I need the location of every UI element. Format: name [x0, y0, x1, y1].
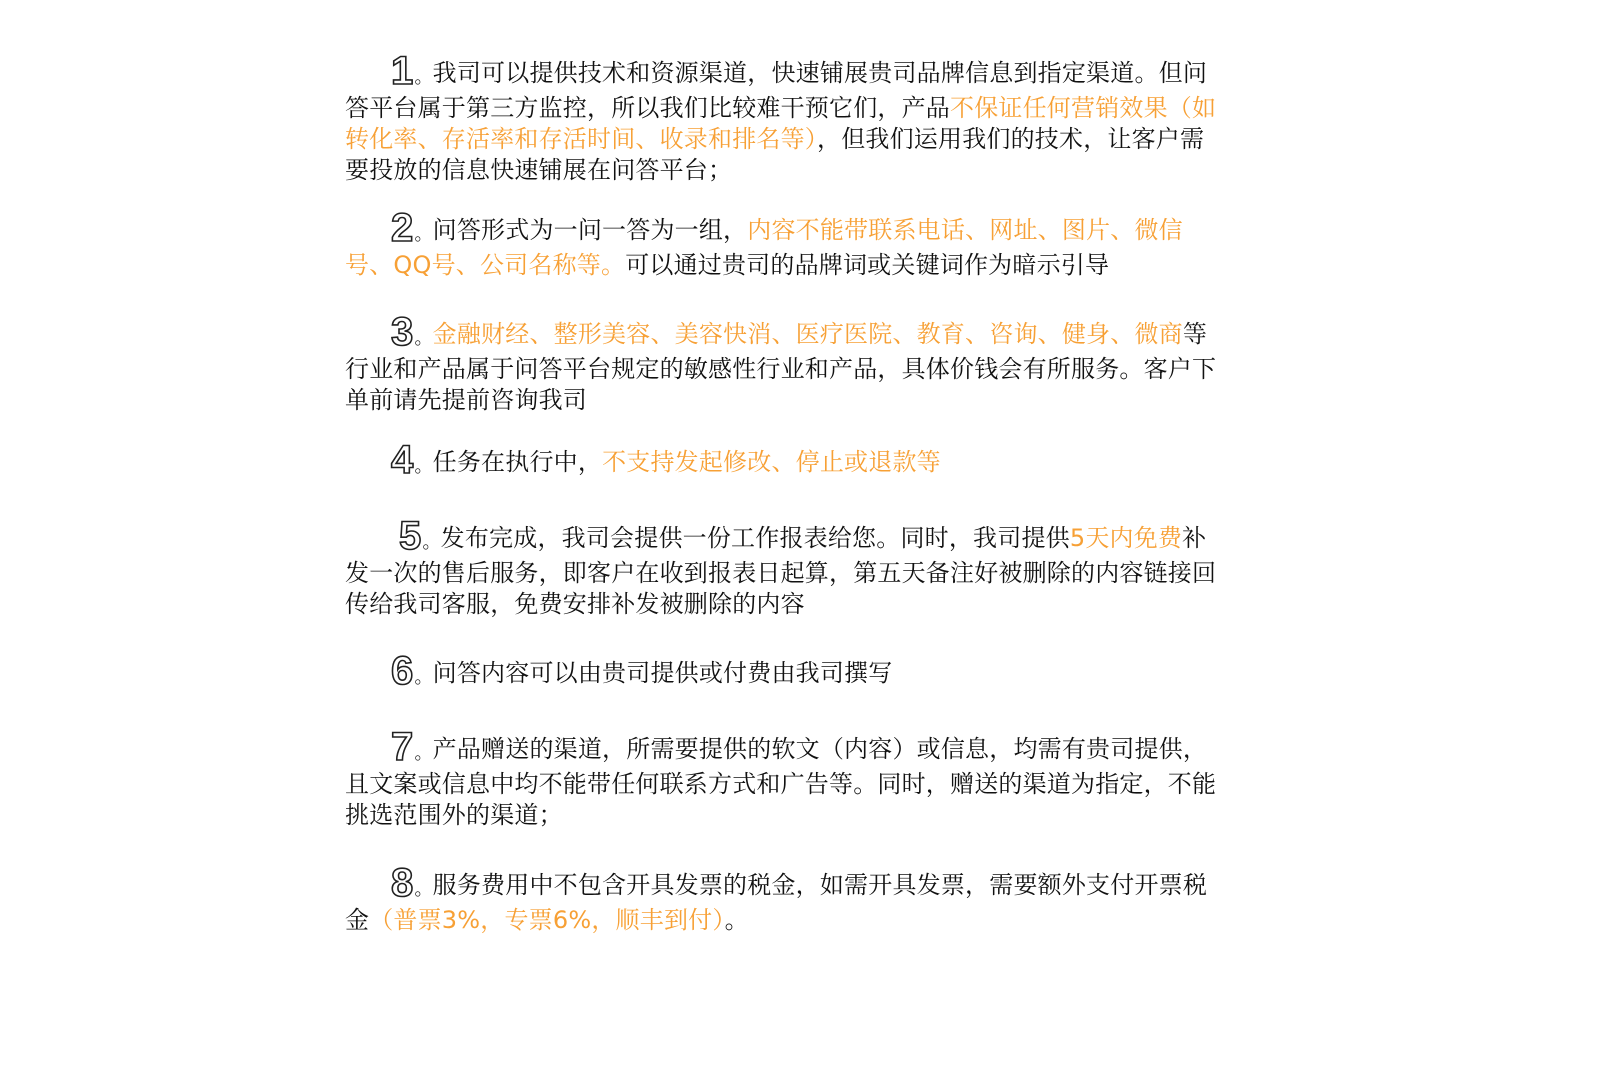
- term-text: 。: [724, 906, 749, 934]
- term-number: 8: [391, 861, 414, 905]
- term-number: 3: [391, 310, 414, 354]
- term-number-dot: 。: [414, 67, 433, 88]
- term-highlight-text: 5天内免费: [1069, 524, 1183, 552]
- term-number: 5: [399, 514, 422, 558]
- term-number-dot: 。: [414, 667, 433, 688]
- term-text: 产品赠送的渠道，所需要提供的软文（内容）或信息，均需有贵司提供，且文案或信息中均不能带任何联系方式和广告等。同时，赠送的渠道为指定，不能挑选范围外的渠道；: [345, 735, 1217, 829]
- term-text: 服务费用中不包含开具发票的税金，如需开具发票，需要额外支付开票税金: [345, 871, 1208, 934]
- term-number: 7: [391, 725, 414, 769]
- term-item-7: [345, 725, 1225, 831]
- term-item-1: [345, 49, 1225, 186]
- term-number-dot: 。: [422, 532, 441, 553]
- term-text: 问答内容可以由贵司提供或付费由我司撰写: [432, 659, 893, 687]
- term-item-8: [345, 861, 1225, 936]
- term-number: 4: [391, 438, 414, 482]
- term-text: 可以通过贵司的品牌词或关键词作为暗示引导: [625, 251, 1110, 279]
- term-highlight-text: 金融财经、整形美容、美容快消、医疗医院、教育、咨询、健身、微商: [432, 320, 1183, 348]
- term-item-3: [345, 310, 1225, 416]
- term-text: 我司可以提供技术和资源渠道，快速铺展贵司品牌信息到指定渠道。但问答平台属于第三方监控，所以我们比较难干预它们，产品: [345, 59, 1208, 122]
- term-highlight-text: 内容不能带联系电话、网址、图片、微信号、QQ号、公司名称等。: [345, 216, 1183, 279]
- term-number: 6: [391, 649, 414, 693]
- term-number-dot: 。: [414, 743, 433, 764]
- term-highlight-text: 不保证任何营销效果（如转化率、存活率和存活时间、收录和排名等）: [345, 94, 1217, 153]
- term-text: 任务在执行中，: [432, 448, 603, 476]
- term-number: 2: [391, 206, 414, 250]
- term-highlight-text: 不支持发起修改、停止或退款等: [602, 448, 941, 476]
- term-number-dot: 。: [414, 879, 433, 900]
- term-number-dot: 。: [414, 456, 433, 477]
- term-item-6: [345, 649, 1225, 693]
- term-text: 等行业和产品属于问答平台规定的敏感性行业和产品，具体价钱会有所服务。客户下单前请先提前咨询我司: [345, 320, 1217, 414]
- term-number-dot: 。: [414, 224, 433, 245]
- term-text: 问答形式为一问一答为一组，: [432, 216, 748, 244]
- term-highlight-text: （普票3%，专票6%，顺丰到付）: [369, 906, 725, 934]
- term-text: 发布完成，我司会提供一份工作报表给您。同时，我司提供: [440, 524, 1070, 552]
- term-number: 1: [391, 49, 414, 93]
- term-item-5: [345, 514, 1225, 620]
- term-text: 补发一次的售后服务，即客户在收到报表日起算，第五天备注好被删除的内容链接回传给我司客服，免费安排补发被删除的内容: [345, 524, 1217, 618]
- term-text: ，但我们运用我们的技术，让客户需要投放的信息快速铺展在问答平台；: [345, 125, 1205, 184]
- term-item-4: [345, 438, 1225, 482]
- term-item-2: [345, 206, 1225, 281]
- term-number-dot: 。: [414, 328, 433, 349]
